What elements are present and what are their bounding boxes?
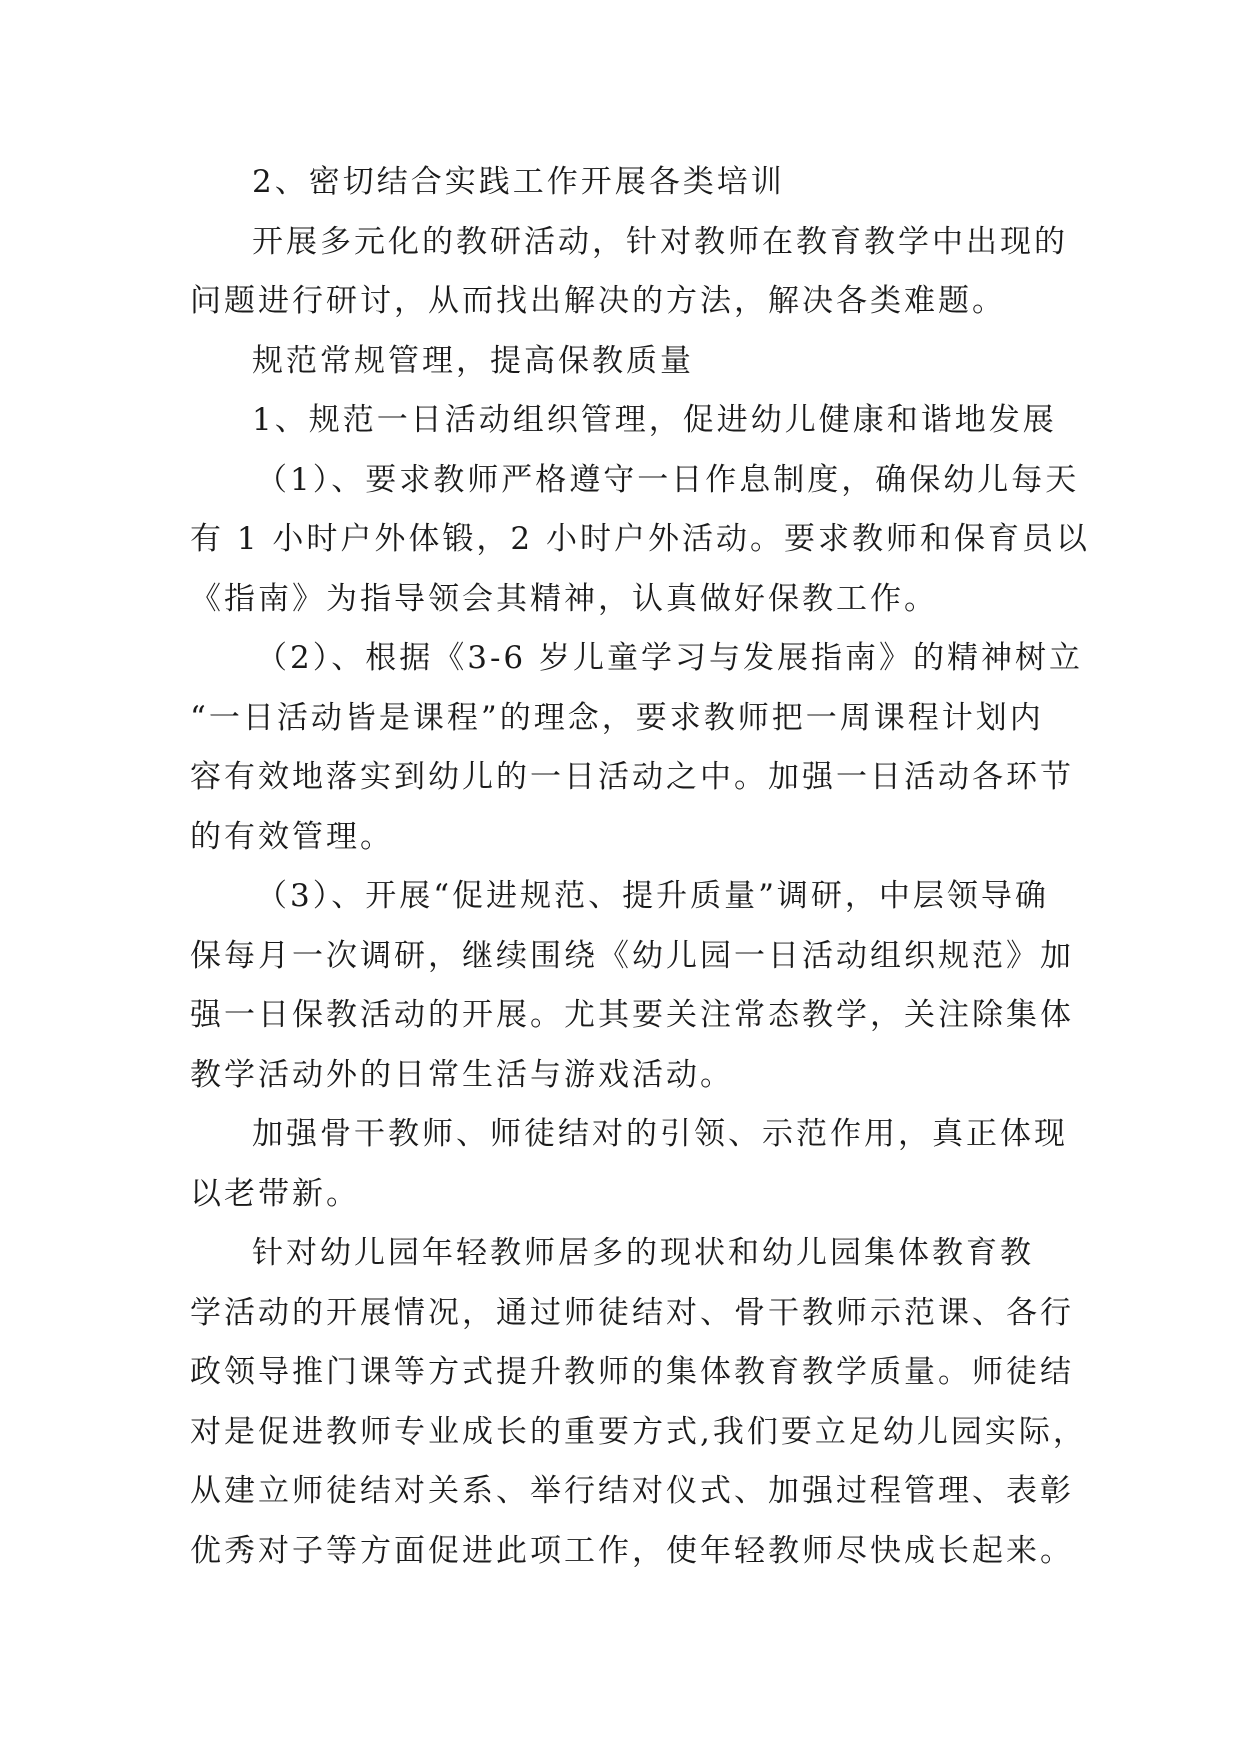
- paragraph-line: 保每月一次调研，继续围绕《幼儿园一日活动组织规范》加: [190, 937, 1074, 974]
- paragraph-line: 教学活动外的日常生活与游戏活动。: [190, 1056, 734, 1093]
- document-body: [190, 153, 1091, 1581]
- paragraph-line: 强一日保教活动的开展。尤其要关注常态教学，关注除集体: [190, 997, 1074, 1033]
- paragraph-line: 学活动的开展情况，通过师徒结对、骨干教师示范课、各行: [190, 1294, 1074, 1331]
- section-heading-management: 规范常规管理，提高保教质量: [252, 342, 694, 379]
- paragraph-line: 问题进行研讨，从而找出解决的方法，解决各类难题。: [190, 283, 1006, 319]
- paragraph-line: “一日活动皆是课程”的理念，要求教师把一周课程计划内: [190, 699, 1044, 736]
- paragraph-line: 有 1 小时户外体锻，2 小时户外活动。要求教师和保育员以: [190, 521, 1091, 557]
- paragraph-line: 对是促进教师专业成长的重要方式,我们要立足幼儿园实际，: [190, 1413, 1087, 1450]
- section-heading-daily-activities: 1、规范一日活动组织管理，促进幼儿健康和谐地发展: [252, 402, 1057, 438]
- paragraph-line: 《指南》为指导领会其精神，认真做好保教工作。: [190, 580, 938, 617]
- paragraph-line: （2）、根据《3-6 岁儿童学习与发展指南》的精神树立: [256, 640, 1083, 676]
- paragraph-line: 以老带新。: [190, 1175, 360, 1212]
- paragraph-line: 从建立师徒结对关系、举行结对仪式、加强过程管理、表彰: [190, 1473, 1074, 1509]
- paragraph-line: 针对幼儿园年轻教师居多的现状和幼儿园集体教育教: [252, 1235, 1034, 1271]
- section-heading-training: 2、密切结合实践工作开展各类培训: [252, 164, 785, 200]
- paragraph-line: 加强骨干教师、师徒结对的引领、示范作用，真正体现: [252, 1116, 1068, 1152]
- paragraph-line: （1）、要求教师严格遵守一日作息制度，确保幼儿每天: [256, 461, 1080, 498]
- paragraph-line: 政领导推门课等方式提升教师的集体教育教学质量。师徒结: [190, 1354, 1074, 1390]
- paragraph-line: （3）、开展“促进规范、提升质量”调研，中层领导确: [256, 878, 1049, 914]
- paragraph-line: 的有效管理。: [190, 818, 394, 855]
- paragraph-line: 优秀对子等方面促进此项工作，使年轻教师尽快成长起来。: [190, 1532, 1074, 1569]
- paragraph-line: 开展多元化的教研活动，针对教师在教育教学中出现的: [252, 223, 1068, 260]
- paragraph-line: 容有效地落实到幼儿的一日活动之中。加强一日活动各环节: [190, 759, 1074, 795]
